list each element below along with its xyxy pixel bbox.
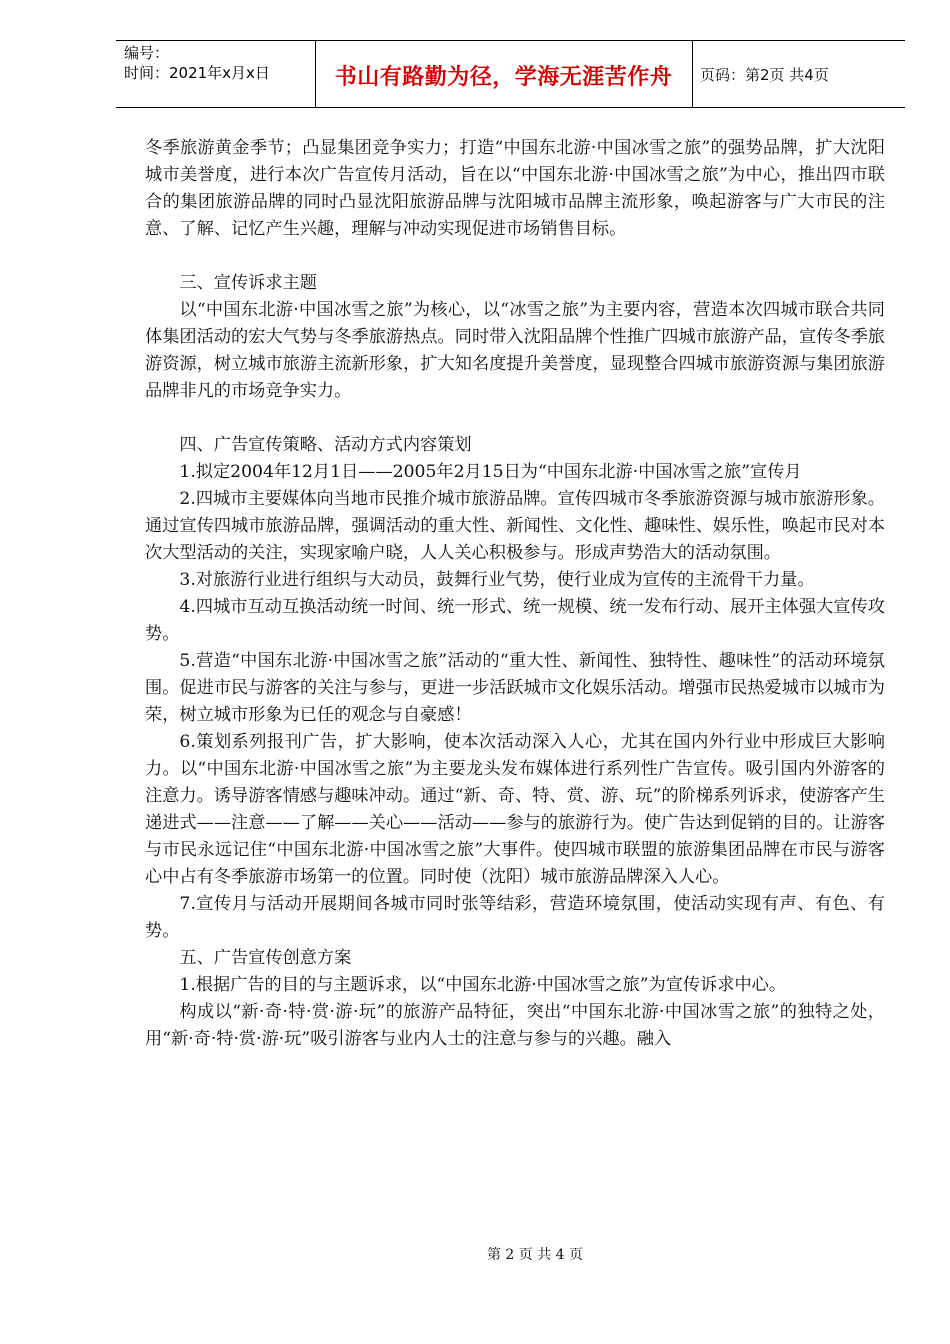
document-number-label: 编号： — [124, 44, 170, 62]
list-item-4-7: 7.宣传月与活动开展期间各城市同时张等结彩，营造环境氛围，使活动实现有声、有色、有势。 — [145, 894, 885, 941]
section-heading-4: 四、广告宣传策略、活动方式内容策划 — [179, 435, 472, 455]
list-item-4-5: 5.营造“中国东北游·中国冰雪之旅”活动的“重大性、新闻性、独特性、趣味性”的活动环境氛围。促进市民与游客的关注与参与，更进一步活跃城市文化娱乐活动。增强市民热爱城市以城市为荣，树立城市形象为已任的观念与自豪感！ — [145, 651, 885, 725]
header-motto: 书山有路勤为径，学海无涯苦作舟 — [334, 65, 673, 90]
header-info-cell — [116, 40, 316, 108]
section-heading-5: 五、广告宣传创意方案 — [179, 948, 352, 968]
paragraph-intro-continued: 冬季旅游黄金季节；凸显集团竞争实力；打造“中国东北游·中国冰雪之旅”的强势品牌，扩大沈阳城市美誉度，进行本次广告宣传月活动，旨在以“中国东北游·中国冰雪之旅”为中心，推出四市联合的集团旅游品牌的同时凸显沈阳旅游品牌与沈阳城市品牌主流形象，唤起游客与广大市民的注意、了解、记忆产生兴趣，理解与冲动实现促进市场销售目标。 — [145, 138, 885, 239]
page-footer — [0, 1244, 950, 1264]
paragraph-section-5: 构成以“新·奇·特·赏·游·玩”的旅游产品特征，突出“中国东北游·中国冰雪之旅”的独特之处，用“新·奇·特·赏·游·玩”吸引游客与业内人士的注意与参与的兴趣。融入 — [145, 1002, 885, 1049]
document-body — [145, 135, 885, 1053]
paragraph-section-3: 以“中国东北游·中国冰雪之旅”为核心，以“冰雪之旅”为主要内容，营造本次四城市联合共同体集团活动的宏大气势与冬季旅游热点。同时带入沈阳品牌个性推广四城市旅游产品，宣传冬季旅游资源，树立城市旅游主流新形象，扩大知名度提升美誉度，显现整合四城市旅游资源与集团旅游品牌非凡的市场竞争实力。 — [145, 300, 885, 401]
list-item-4-1: 1.拟定2004年12月1日——2005年2月15日为“中国东北游·中国冰雪之旅”宣传月 — [179, 462, 802, 482]
list-item-4-3: 3.对旅游行业进行组织与大动员，鼓舞行业气势，使行业成为宣传的主流骨干力量。 — [179, 570, 815, 590]
list-item-4-4: 4.四城市互动互换活动统一时间、统一形式、统一规模、统一发布行动、展开主体强大宣传攻势。 — [145, 597, 885, 644]
header-bottom-rule — [116, 107, 905, 108]
header-page-number: 页码：第2页 共4页 — [700, 66, 829, 84]
section-heading-3: 三、宣传诉求主题 — [179, 273, 317, 293]
footer-page-number: 第 2 页 共 4 页 — [486, 1247, 584, 1263]
header-motto-cell — [315, 40, 693, 108]
list-item-4-6: 6.策划系列报刊广告，扩大影响，使本次活动深入人心，尤其在国内外行业中形成巨大影响力。以“中国东北游·中国冰雪之旅”为主要龙头发布媒体进行系列性广告宣传。吸引国内外游客的注意力。诱导游客情感与趣味冲动。通过“新、奇、特、赏、游、玩”的阶梯系列诉求，使游客产生递进式——注意——了解——关心——活动——参与的旅游行为。使广告达到促销的目的。让游客与市民永远记住“中国东北游·中国冰雪之旅”大事件。使四城市联盟的旅游集团品牌在市民与游客心中占有冬季旅游市场第一的位置。同时使（沈阳）城市旅游品牌深入人心。 — [145, 732, 885, 887]
page-header — [116, 40, 905, 108]
header-page-cell — [692, 40, 905, 108]
document-time-label: 时间：2021年x月x日 — [124, 64, 270, 82]
list-item-5-1: 1.根据广告的目的与主题诉求，以“中国东北游·中国冰雪之旅”为宣传诉求中心。 — [179, 975, 787, 995]
list-item-4-2: 2.四城市主要媒体向当地市民推介城市旅游品牌。宣传四城市冬季旅游资源与城市旅游形象。通过宣传四城市旅游品牌，强调活动的重大性、新闻性、文化性、趣味性、娱乐性，唤起市民对本次大型活动的关注，实现家喻户晓，人人关心积极参与。形成声势浩大的活动氛围。 — [145, 489, 885, 563]
